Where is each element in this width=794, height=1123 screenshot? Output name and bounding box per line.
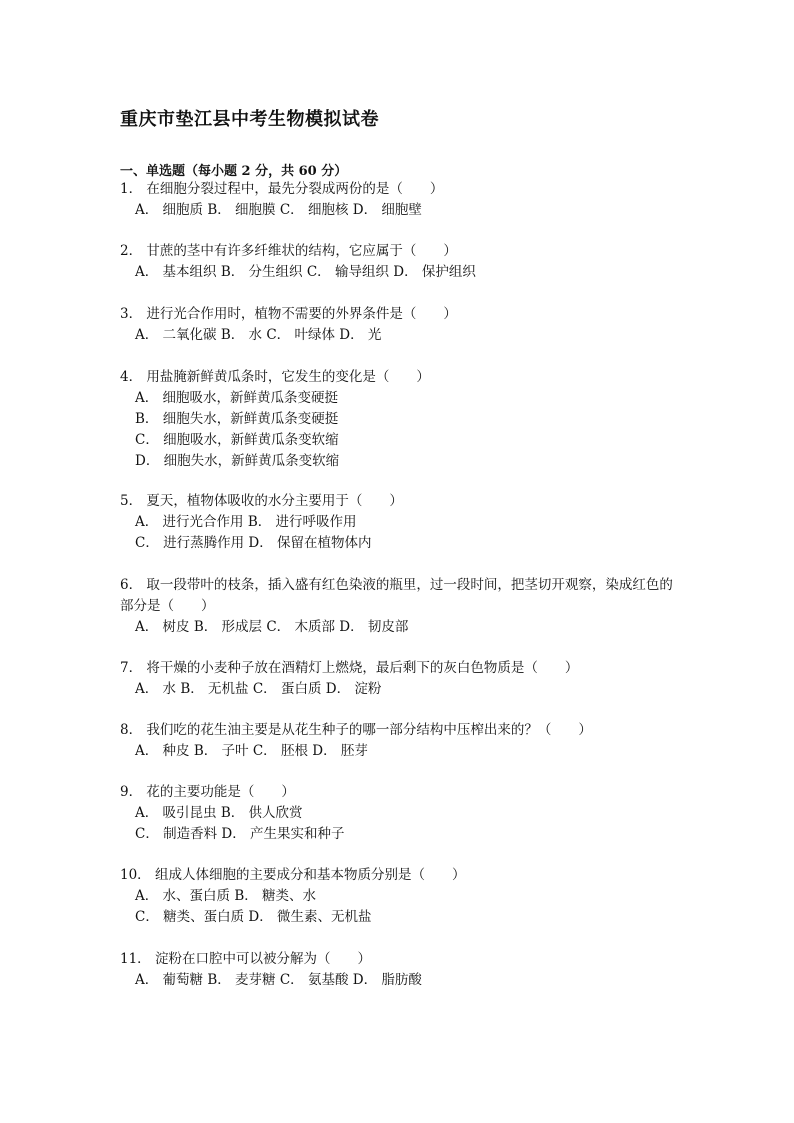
question-stem: 1． 在细胞分裂过程中，最先分裂成两份的是（ ） bbox=[120, 181, 444, 197]
question-7 bbox=[120, 658, 680, 700]
option-line: D． 细胞失水，新鲜黄瓜条变软缩 bbox=[135, 453, 340, 469]
question-stem: 8． 我们吃的花生油主要是从花生种子的哪一部分结构中压榨出来的？（ ） bbox=[120, 722, 592, 738]
question-2 bbox=[120, 241, 680, 283]
option-line: A． 吸引昆虫 B． 供人欣赏 bbox=[135, 805, 303, 821]
option-line: A． 葡萄糖 B． 麦芽糖 C． 氨基酸 D． 脂肪酸 bbox=[135, 972, 422, 988]
option-line: A． 树皮 B． 形成层 C． 木质部 D． 韧皮部 bbox=[135, 619, 409, 635]
question-9 bbox=[120, 782, 680, 845]
question-8 bbox=[120, 720, 680, 762]
question-stem: 11． 淀粉在口腔中可以被分解为（ ） bbox=[120, 951, 371, 967]
option-line: C． 糖类、蛋白质 D． 微生素、无机盐 bbox=[135, 909, 372, 925]
option-line: A． 细胞质 B． 细胞膜 C． 细胞核 D． 细胞壁 bbox=[135, 202, 422, 218]
question-1 bbox=[120, 179, 680, 221]
question-stem: 7． 将干燥的小麦种子放在酒精灯上燃烧，最后剩下的灰白色物质是（ ） bbox=[120, 660, 579, 676]
option-line: A． 基本组织 B． 分生组织 C． 输导组织 D． 保护组织 bbox=[135, 264, 476, 280]
option-line: C． 制造香料 D． 产生果实和种子 bbox=[135, 826, 345, 842]
section-header: 一、单选题（每小题 2 分，共 60 分） bbox=[120, 164, 348, 179]
option-line: A． 进行光合作用 B． 进行呼吸作用 bbox=[135, 514, 357, 530]
page-title: 重庆市垫江县中考生物模拟试卷 bbox=[120, 109, 379, 130]
question-stem: 2． 甘蔗的茎中有许多纤维状的结构，它应属于（ ） bbox=[120, 243, 457, 259]
question-4 bbox=[120, 367, 680, 472]
option-line: A． 水 B． 无机盐 C． 蛋白质 D． 淀粉 bbox=[135, 681, 382, 697]
option-line: A． 细胞吸水，新鲜黄瓜条变硬挺 bbox=[135, 390, 339, 406]
question-stem: 9． 花的主要功能是（ ） bbox=[120, 784, 295, 800]
question-stem: 6． 取一段带叶的枝条，插入盛有红色染液的瓶里，过一段时间，把茎切开观察，染成红色的部分是（ ） bbox=[120, 577, 673, 614]
question-6 bbox=[120, 575, 680, 638]
question-stem: 5． 夏天，植物体吸收的水分主要用于（ ） bbox=[120, 493, 403, 509]
option-line: A． 二氧化碳 B． 水 C． 叶绿体 D． 光 bbox=[135, 327, 382, 343]
question-3 bbox=[120, 304, 680, 346]
option-line: C． 进行蒸腾作用 D． 保留在植物体内 bbox=[135, 535, 372, 551]
question-10 bbox=[120, 865, 680, 928]
option-line: A． 水、蛋白质 B． 糖类、水 bbox=[135, 888, 317, 904]
option-line: C． 细胞吸水，新鲜黄瓜条变软缩 bbox=[135, 432, 339, 448]
option-line: B． 细胞失水，新鲜黄瓜条变硬挺 bbox=[135, 411, 339, 427]
question-11 bbox=[120, 949, 680, 991]
question-stem: 10． 组成人体细胞的主要成分和基本物质分别是（ ） bbox=[120, 867, 466, 883]
question-stem: 4． 用盐腌新鲜黄瓜条时，它发生的变化是（ ） bbox=[120, 369, 430, 385]
option-line: A． 种皮 B． 子叶 C． 胚根 D． 胚芽 bbox=[135, 743, 368, 759]
question-stem: 3． 进行光合作用时，植物不需要的外界条件是（ ） bbox=[120, 306, 457, 322]
question-5 bbox=[120, 491, 680, 554]
